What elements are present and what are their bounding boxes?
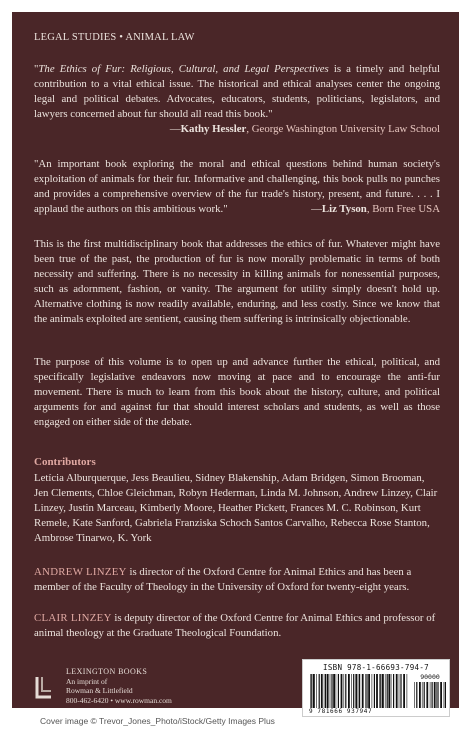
endorsement-tyson — [34, 157, 440, 217]
endorsement-hessler — [34, 62, 440, 137]
contributors-heading: Contributors — [34, 456, 96, 468]
endorser-name: Kathy Hessler — [180, 123, 247, 135]
cover-image-credit: Cover image © Trevor_Jones_Photo/iStock/Getty Images Plus — [40, 716, 275, 726]
barcode-addon-bars — [413, 682, 447, 708]
description-paragraph-2: The purpose of this volume is to open up and advance further the ethical, political, and specifically legislative endeavors now moving at pace and to encourage the anti-fur movement. There is much to learn from this book about the history, culture, and political arguments for and against fur that should interest scholars and students, as well as those engaged on either side of the debate. — [34, 356, 440, 428]
endorsement-text: is a timely and helpful contribution to a vital ethical issue. The historical and ethical analyses center the ongoing legal and political debates. Advocates, educators, students, politicians, legislators, and lawyers concerned about fur should all read this book." — [34, 63, 441, 120]
author-bio-andrew — [34, 565, 440, 595]
author-bio-text: is director of the Oxford Centre for Animal Ethics and has been a member of the Faculty of Theology in the University of Oxford for twenty-eight years. — [34, 566, 412, 593]
author-bio-clair — [34, 611, 440, 641]
book-title-italic: The Ethics of Fur: Religious, Cultural, and Legal Perspectives — [38, 63, 329, 75]
author-name: CLAIR LINZEY — [34, 612, 112, 624]
lexington-logo-icon — [34, 675, 54, 701]
publisher-block — [34, 667, 234, 717]
contributors-list: Letícia Alburquerque, Jess Beaulieu, Sidney Blakenship, Adam Bridgen, Simon Brooman, Jen Clements, Chloe Gleichman, Robyn Hederman, Linda M. Johnson, Andrew Linzey, Clair Linzey, Justin Marceau, Kimberly Moore, Heather Pickett, Frances M. C. Robinson, Kurt Remele, Kate Sanford, Gabriela Franziska Schoch Santos Carvalho, Rebecca Rose Stanton, Ambrose Tinarwo, K. York — [34, 472, 438, 544]
publisher-parent: Rowman & Littlefield — [66, 686, 133, 695]
endorser-affiliation: , Born Free USA — [366, 203, 440, 215]
publisher-text — [66, 667, 236, 705]
endorsement-quote-open: " — [34, 63, 39, 75]
publisher-name: LEXINGTON BOOKS — [66, 667, 148, 676]
back-cover — [12, 12, 459, 715]
barcode-addon-number: 90000 — [420, 673, 440, 681]
description-paragraph-1: This is the first multidisciplinary book that addresses the ethics of fur. Whatever might have been true of the past, the production of fur is now morally problematic in terms of both necessity and suffering. There is no necessity in killing animals for nonessential purposes, such as adornment, fashion, or vanity. The argument for utility simply doesn't hold up. Alternative clothing is now readily available, enduring, and less costly. Since we know that the animals exploited are sentient, causing them suffering is intrinsically objectionable. — [34, 238, 440, 325]
endorsement-text: "An important book exploring the moral and ethical questions behind human society's exploitation of animals for their fur. Informative and challenging, this book pulls no punches and provides a comprehensive overview of the fur trade's history, present, and future. . . . I applaud the authors on this ambitious work." — [34, 158, 440, 215]
publisher-contact: 800-462-6420 • www.rowman.com — [66, 695, 172, 705]
category-label: LEGAL STUDIES • ANIMAL LAW — [34, 32, 195, 43]
endorser-affiliation: , George Washington University Law School — [246, 123, 440, 135]
author-name: ANDREW LINZEY — [34, 566, 127, 578]
barcode-bars — [309, 674, 409, 708]
author-bio-text: is deputy director of the Oxford Centre for Animal Ethics and professor of animal theology at the Graduate Theological Foundation. — [34, 612, 436, 639]
isbn-barcode — [302, 659, 450, 717]
endorsement-attribution: —Liz Tyson, Born Free USA — [311, 203, 440, 215]
barcode-digits: 9 781666 937947 — [309, 708, 373, 715]
publisher-imprint: An imprint of — [66, 676, 108, 686]
endorsement-attribution: —Kathy Hessler, George Washington University Law School — [169, 123, 440, 135]
endorser-name: Liz Tyson — [321, 203, 367, 215]
isbn-text: ISBN 978-1-66693-794-7 — [323, 663, 429, 672]
